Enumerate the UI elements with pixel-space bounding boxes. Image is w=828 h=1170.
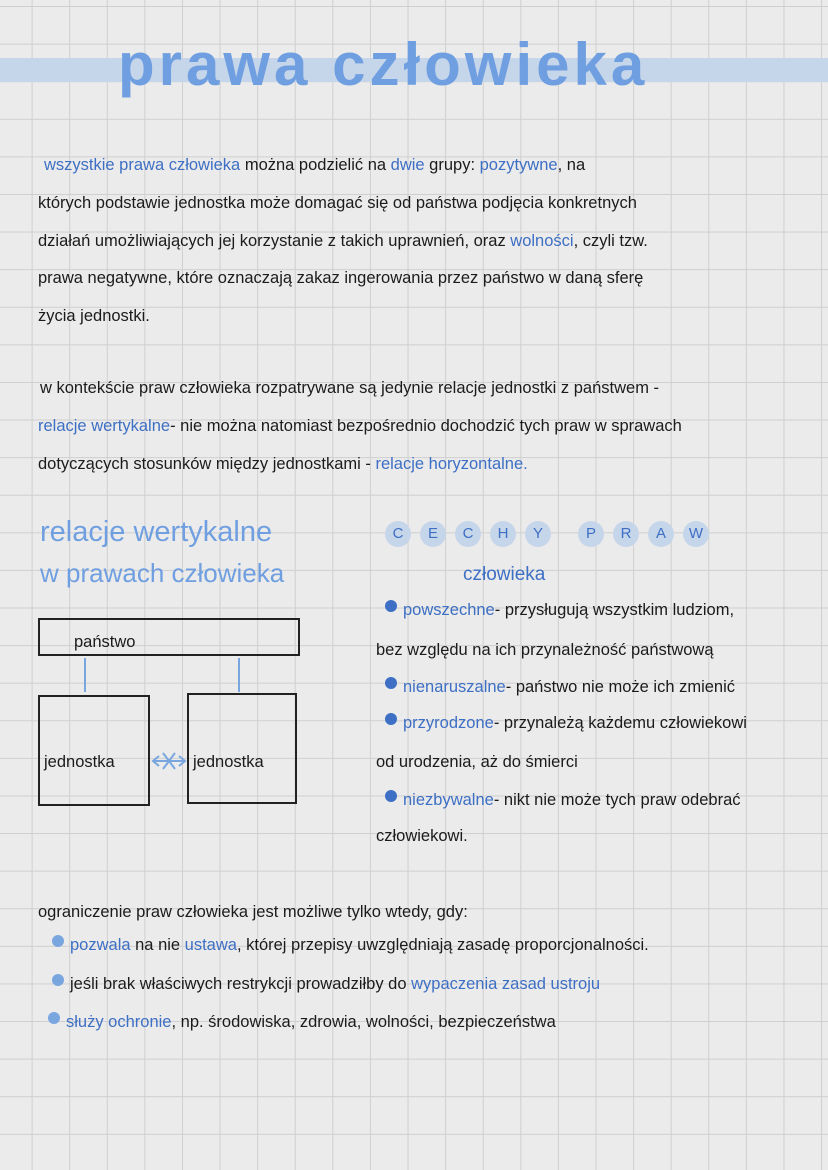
feature-desc: - nikt nie może tych praw odebrać bbox=[493, 791, 741, 809]
text: jeśli brak właściwych restrykcji prowadziłby do bbox=[70, 975, 412, 993]
para1-line5: życia jednostki. bbox=[38, 307, 150, 325]
text: , czyli tzw. bbox=[573, 232, 648, 250]
feature-term: powszechne bbox=[403, 601, 495, 619]
highlight-term: służy ochronie bbox=[66, 1013, 172, 1031]
heading-letter: R bbox=[613, 521, 639, 547]
bullet-icon bbox=[385, 600, 397, 612]
feature-desc: - państwo nie może ich zmienić bbox=[505, 678, 736, 696]
text: działań umożliwiających jej korzystanie z takich uprawnień, oraz bbox=[38, 232, 511, 250]
para1-line2: których podstawie jednostka może domagać się od państwa podjęcia konkretnych bbox=[38, 194, 637, 212]
para1-line1 bbox=[44, 155, 585, 175]
text: grupy: bbox=[424, 156, 480, 174]
highlight-term: wolności bbox=[510, 232, 574, 250]
para2-line3 bbox=[38, 454, 528, 474]
feature-term: nienaruszalne bbox=[403, 678, 506, 696]
text: dotyczących stosunków między jednostkami - bbox=[38, 455, 376, 473]
bullet-icon bbox=[52, 935, 64, 947]
diagram-subheading: w prawach człowieka bbox=[40, 558, 285, 588]
unit-box bbox=[187, 693, 297, 804]
bullet-icon bbox=[385, 713, 397, 725]
feature-continuation: bez względu na ich przynależność państwową bbox=[376, 641, 714, 659]
heading-letter: W bbox=[683, 521, 709, 547]
highlight-term: wypaczenia zasad ustroju bbox=[411, 975, 601, 993]
heading-letter: C bbox=[455, 521, 481, 547]
feature-item bbox=[385, 713, 747, 733]
text: można podzielić na bbox=[240, 156, 391, 174]
unit-label: jednostka bbox=[44, 753, 115, 771]
para1-line4: prawa negatywne, które oznaczają zakaz ingerowania przez państwo w daną sferę bbox=[38, 269, 644, 287]
features-subheading: człowieka bbox=[463, 564, 546, 585]
highlight-term: pozwala bbox=[70, 936, 131, 954]
feature-term: niezbywalne bbox=[403, 791, 494, 809]
para2-line2 bbox=[38, 416, 682, 436]
feature-continuation: od urodzenia, aż do śmierci bbox=[376, 753, 578, 771]
heading-letter: P bbox=[578, 521, 604, 547]
bullet-icon bbox=[48, 1012, 60, 1024]
highlight-term: dwie bbox=[390, 156, 425, 174]
text: na nie bbox=[130, 936, 185, 954]
text: , której przepisy uwzględniają zasadę proporcjonalności. bbox=[236, 936, 649, 954]
feature-desc: - przynależą każdemu człowiekowi bbox=[493, 714, 747, 732]
arrow-icon bbox=[238, 658, 240, 692]
highlight-term: ustawa bbox=[184, 936, 237, 954]
feature-desc: - przysługują wszystkim ludziom, bbox=[494, 601, 735, 619]
highlight-term: pozytywne bbox=[479, 156, 558, 174]
features-heading bbox=[385, 521, 718, 547]
bullet-icon bbox=[385, 790, 397, 802]
heading-letter: C bbox=[385, 521, 411, 547]
diagram-heading: relacje wertykalne bbox=[40, 516, 273, 548]
heading-letter: Y bbox=[525, 521, 551, 547]
feature-item bbox=[385, 790, 741, 810]
feature-item bbox=[385, 600, 734, 620]
highlight-term: relacje wertykalne bbox=[38, 417, 171, 435]
unit-box bbox=[38, 695, 150, 806]
arrow-icon bbox=[84, 658, 86, 692]
text: - nie można natomiast bezpośrednio dochodzić tych praw w sprawach bbox=[170, 417, 682, 435]
para1-line3 bbox=[38, 231, 648, 251]
limit-item bbox=[52, 935, 649, 955]
highlight-term: relacje horyzontalne. bbox=[375, 455, 528, 473]
text: , np. środowiska, zdrowia, wolności, bezpieczeństwa bbox=[171, 1013, 556, 1031]
unit-label: jednostka bbox=[193, 753, 264, 771]
highlight-term: wszystkie prawa człowieka bbox=[44, 156, 241, 174]
limits-intro: ograniczenie praw człowieka jest możliwe tylko wtedy, gdy: bbox=[38, 903, 468, 921]
page-title: prawa człowieka bbox=[118, 31, 649, 98]
bullet-icon bbox=[52, 974, 64, 986]
feature-item bbox=[385, 677, 735, 697]
limit-item bbox=[48, 1012, 556, 1032]
para2-line1: w kontekście praw człowieka rozpatrywane są jedynie relacje jednostki z państwem - bbox=[40, 379, 660, 397]
state-box bbox=[38, 618, 300, 656]
heading-letter: H bbox=[490, 521, 516, 547]
heading-letter: A bbox=[648, 521, 674, 547]
feature-term: przyrodzone bbox=[403, 714, 494, 732]
text: , na bbox=[557, 156, 586, 174]
crossed-arrow-icon bbox=[151, 750, 187, 772]
state-label: państwo bbox=[74, 633, 136, 651]
feature-continuation: człowiekowi. bbox=[376, 827, 468, 845]
heading-letter: E bbox=[420, 521, 446, 547]
bullet-icon bbox=[385, 677, 397, 689]
limit-item bbox=[52, 974, 600, 994]
